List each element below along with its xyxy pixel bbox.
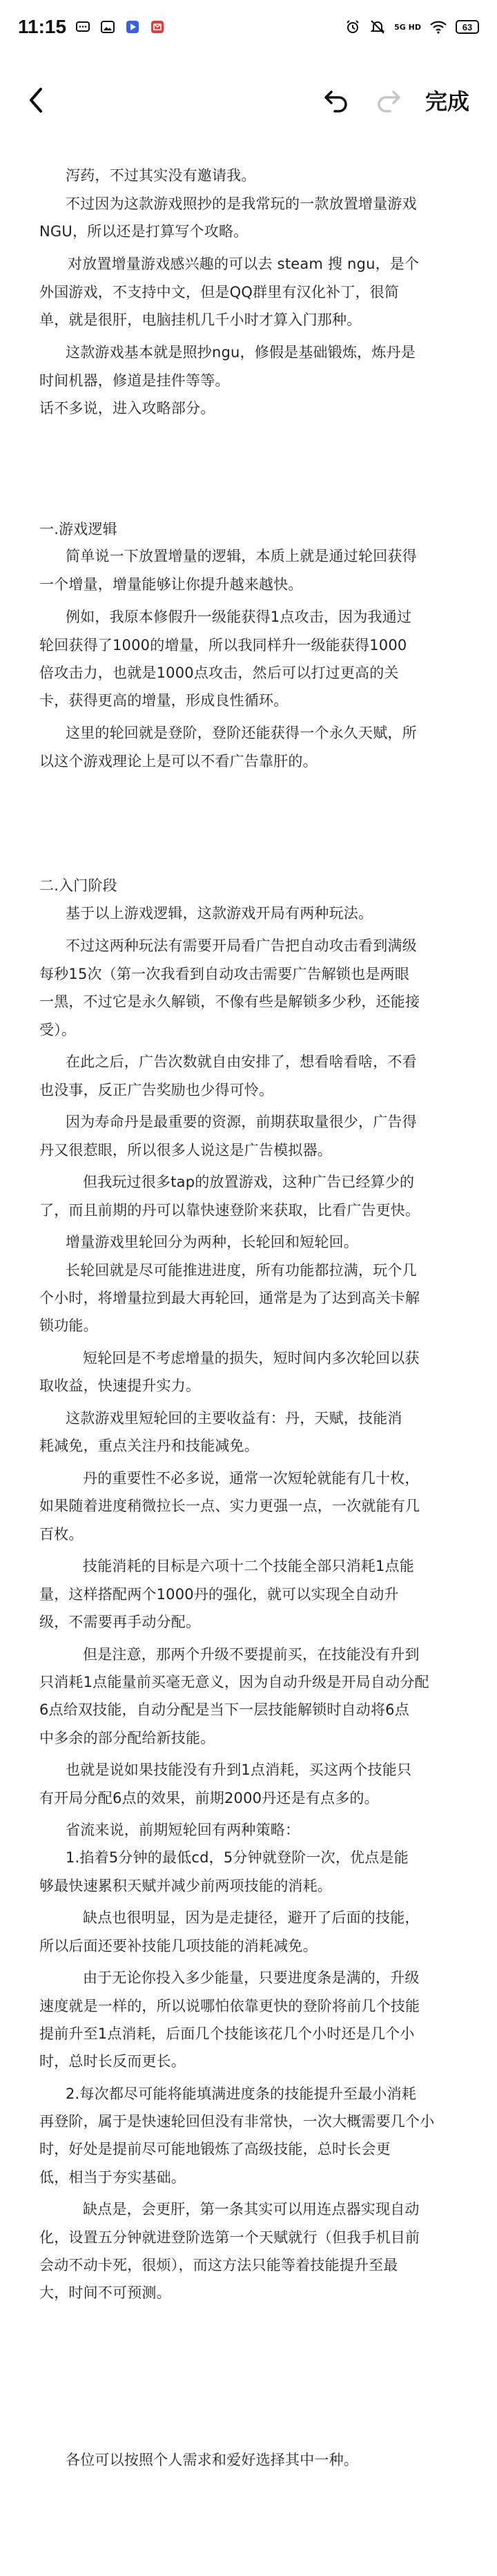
redo-icon	[374, 86, 402, 114]
article-line[interactable]: 再登阶，属于是快速轮回但没有非常快，一次大概需要几个小	[39, 2113, 435, 2130]
article-line[interactable]: 低，相当于夯实基础。	[39, 2169, 186, 2186]
article-line[interactable]: 这款游戏里短轮回的主要收益有：丹，天赋，技能消	[66, 1410, 402, 1427]
article-line[interactable]: 化，设置五分钟就进登阶选第一个天赋就行（但我手机目前	[39, 2229, 420, 2246]
wifi-icon	[429, 19, 447, 35]
article-line[interactable]: 各位可以按照个人需求和爱好选择其中一种。	[66, 2452, 358, 2468]
article-line[interactable]: 但是注意，那两个升级不要提前买，在技能没有升到	[83, 1646, 420, 1663]
article-line[interactable]: 单，就是很肝，电脑挂机几千小时才算入门那种。	[39, 312, 362, 328]
article-line[interactable]: 因为寿命丹是最重要的资源，前期获取量很少，广告得	[66, 1114, 417, 1130]
article-line[interactable]: 大，时间不可预测。	[39, 2284, 171, 2301]
done-button[interactable]: 完成	[425, 89, 469, 114]
undo-button[interactable]	[323, 86, 351, 114]
article-line[interactable]: 中多余的部分配给新技能。	[39, 1730, 215, 1746]
article-line[interactable]: 在此之后，广告次数就自由安排了，想看啥看啥，不看	[66, 1053, 417, 1070]
article-line[interactable]: 对放置增量游戏感兴趣的可以去 steam 搜 ngu，是个	[68, 256, 420, 272]
editor-toolbar	[0, 69, 497, 131]
article-line[interactable]: 不过因为这款游戏照抄的是我常玩的一款放置增量游戏	[66, 195, 417, 212]
article-line[interactable]: 一.游戏逻辑	[39, 521, 117, 537]
article-line[interactable]: 2.每次都尽可能将能填满进度条的技能提升至最小消耗	[66, 2086, 417, 2102]
article-line[interactable]: 短轮回是不考虑增量的损失，短时间内多次轮回以获	[83, 1350, 420, 1366]
article-line[interactable]: 这款游戏基本就是照抄ngu，修假是基础锻炼，炼丹是	[66, 344, 416, 361]
article-line[interactable]: 有开局分配6点的效果，前期2000丹还是有点多的。	[39, 1790, 379, 1806]
photo-icon	[99, 19, 116, 35]
article-line[interactable]: 耗减免，重点关注丹和技能减免。	[39, 1438, 259, 1454]
battery-icon: 63	[456, 20, 479, 34]
article-line[interactable]: 时，总时长反而更长。	[39, 2053, 186, 2070]
network-label: 5G HD	[394, 22, 421, 32]
article-line[interactable]: 时，好处是提前尽可能地锻炼了高级技能，总时长会更	[39, 2141, 391, 2157]
article-line[interactable]: 百枚。	[39, 1526, 84, 1543]
article-line[interactable]: 丹的重要性不必多说，通常一次短轮就能有几十枚，	[83, 1470, 420, 1487]
status-time: 11:15	[18, 16, 67, 37]
mail-icon	[149, 19, 166, 35]
article-line[interactable]: 缺点也很明显，因为是走捷径，避开了后面的技能，	[83, 1909, 420, 1926]
article-line[interactable]: 个小时，将增量拉到最大再轮回，通常是为了达到高关卡解	[39, 1290, 420, 1306]
article-line[interactable]: 二.入门阶段	[39, 877, 117, 894]
article-line[interactable]: 一个增量，增量能够让你提升越来越快。	[39, 576, 303, 593]
article-line[interactable]: 每秒15次（第一次我看到自动攻击需要广告解锁也是两眼	[39, 966, 409, 982]
article-line[interactable]: 外国游戏，不支持中文，但是QQ群里有汉化补丁，很简	[39, 284, 400, 300]
article-line[interactable]: 长轮回就是尽可能推进进度，所有功能都拉满，玩个几	[66, 1262, 417, 1279]
article-line[interactable]: 如果随着进度稍微拉长一点、实力更强一点，一次就能有几	[39, 1498, 420, 1514]
article-line[interactable]: 由于无论你投入多少能量，只要进度条是满的，升级	[83, 1969, 420, 1986]
article-line[interactable]: 也没事，反正广告奖励也少得可怜。	[39, 1082, 274, 1098]
article-line[interactable]: 级，不需要再手动分配。	[39, 1614, 201, 1630]
article-line[interactable]: 所以后面还要补技能几项技能的消耗减免。	[39, 1938, 318, 1954]
article-line[interactable]: 泻药，不过其实没有邀请我。	[66, 167, 256, 184]
article-line[interactable]: 不过这两种玩法有需要开局看广告把自动攻击看到满级	[66, 937, 417, 954]
article-line[interactable]: 时间机器，修道是挂件等等。	[39, 372, 230, 389]
article-line[interactable]: 丹又很惹眼，所以很多人说这是广告模拟器。	[39, 1142, 332, 1158]
back-button[interactable]	[28, 79, 55, 121]
status-bar-right	[344, 19, 479, 35]
article-line[interactable]: 技能消耗的目标是六项十二个技能全部只消耗1点能	[83, 1558, 414, 1574]
article-line[interactable]: 受）。	[39, 1022, 77, 1038]
article-line[interactable]: 但我玩过很多tap的放置游戏，这种广告已经算少的	[83, 1174, 415, 1190]
article-line[interactable]: 倍攻击力，也就是1000点攻击，然后可以打过更高的关	[39, 665, 399, 681]
signal-icon	[394, 23, 421, 31]
status-bar	[0, 0, 497, 54]
article-line[interactable]: 简单说一下放置增量的逻辑，本质上就是通过轮回获得	[66, 548, 417, 564]
article-line[interactable]: 增量游戏里轮回分为两种，长轮回和短轮回。	[66, 1234, 358, 1250]
article-line[interactable]: 基于以上游戏逻辑，这款游戏开局有两种玩法。	[66, 905, 373, 922]
article-line[interactable]: 1.掐着5分钟的最低cd，5分钟就登阶一次，优点是能	[66, 1849, 409, 1866]
article-line[interactable]: 卡，获得更高的增量，形成良性循环。	[39, 692, 289, 709]
article-line[interactable]: 这里的轮回就是登阶，登阶还能获得一个永久天赋，所	[66, 725, 417, 741]
mute-icon	[369, 19, 386, 35]
article-line[interactable]: 也就是说如果技能没有升到1点消耗，买这两个技能只	[66, 1762, 412, 1778]
app-icon	[124, 19, 141, 35]
article-line[interactable]: 只消耗1点能量前买毫无意义，因为自动升级是开局自动分配	[39, 1674, 429, 1690]
article-line[interactable]: 以这个游戏理论上是可以不看广告靠肝的。	[39, 753, 318, 770]
article-line[interactable]: 话不多说，进入攻略部分。	[39, 400, 215, 417]
alarm-icon	[344, 19, 361, 35]
article-line[interactable]: 提前升至1点消耗，后面几个技能该花几个小时还是几个小	[39, 2025, 415, 2042]
article-line[interactable]: 量，这样搭配两个1000丹的强化，就可以实现全自动升	[39, 1586, 399, 1603]
article-line[interactable]: 轮回获得了1000的增量，所以我同样升一级能获得1000	[39, 637, 407, 653]
article-line[interactable]: 缺点是，会更肝，第一条其实可以用连点器实现自动	[83, 2201, 420, 2217]
article-line[interactable]: 例如，我原本修假升一级能获得1点攻击，因为我通过	[66, 609, 412, 625]
article-line[interactable]: NGU，所以还是打算写个攻略。	[39, 223, 248, 240]
article-line[interactable]: 一黑，不过它是永久解锁，不像有些是解锁多少秒，还能接	[39, 993, 420, 1010]
status-bar-left	[18, 16, 166, 38]
article-line[interactable]: 会动不动卡死，很烦），而这方法只能等着技能提升至最	[39, 2257, 398, 2273]
undo-icon	[323, 86, 351, 114]
article-line[interactable]: 取收益，快速提升实力。	[39, 1377, 201, 1394]
message-icon	[75, 19, 91, 35]
article-line[interactable]: 了，而且前期的丹可以靠快速登阶来获取，比看广告更快。	[39, 1202, 420, 1219]
redo-button[interactable]	[374, 86, 402, 114]
article-line[interactable]: 锁功能。	[39, 1317, 98, 1334]
article-line[interactable]: 省流来说，前期短轮回有两种策略：	[66, 1822, 300, 1838]
article-line[interactable]: 够最快速累积天赋并减少前两项技能的消耗。	[39, 1878, 332, 1894]
article-line[interactable]: 速度就是一样的，所以说哪怕依靠更快的登阶将前几个技能	[39, 1998, 420, 2014]
article-line[interactable]: 6点给双技能，自动分配是当下一层技能解锁时自动将6点	[39, 1701, 409, 1718]
toolbar-actions	[323, 84, 469, 116]
chevron-left-icon	[28, 86, 44, 114]
